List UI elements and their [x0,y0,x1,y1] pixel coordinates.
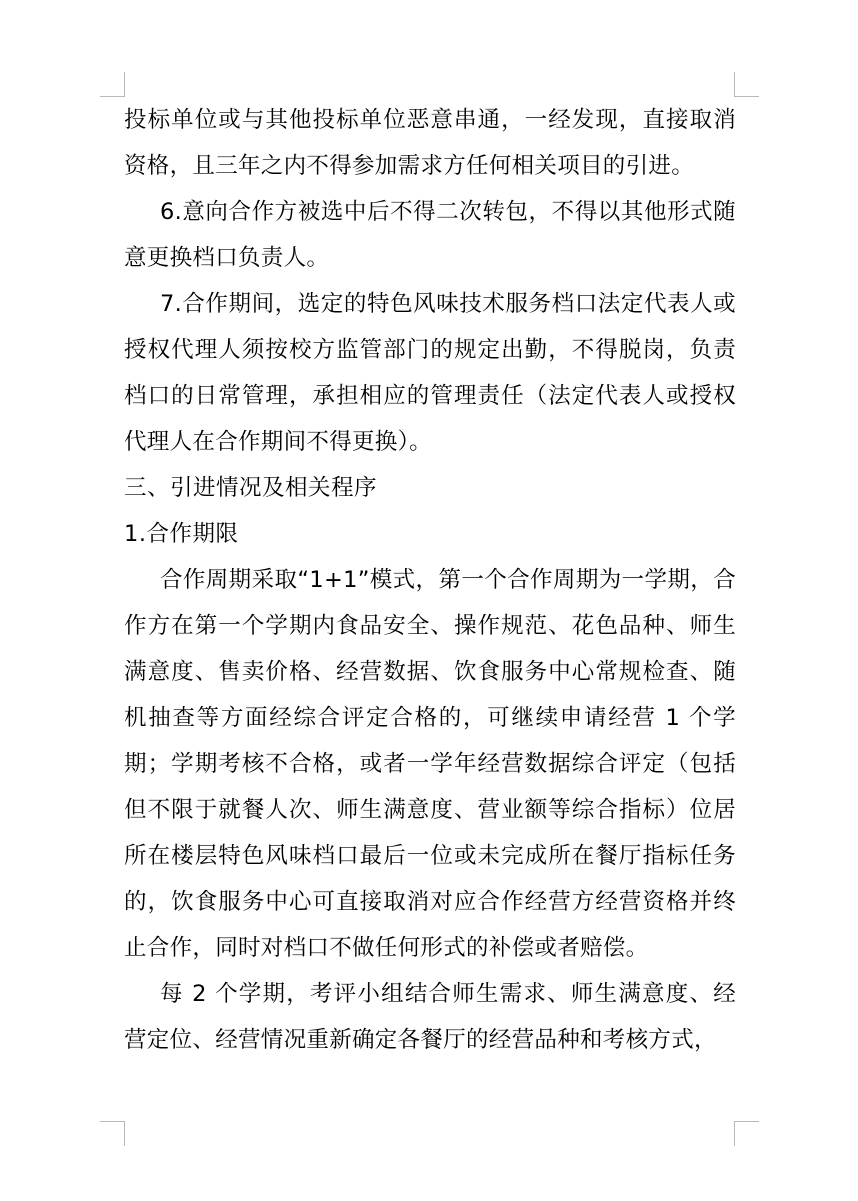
paragraph-item-6: 6.意向合作方被选中后不得二次转包，不得以其他形式随意更换档口负责人。 [124,199,736,271]
section-heading: 三、引进情况及相关程序 [124,475,378,501]
document-body [124,97,736,1063]
paragraph-item-7: 7.合作期间，选定的特色风味技术服务档口法定代表人或授权代理人须按校方监管部门的规定出勤，不得脱岗，负责档口的日常管理，承担相应的管理责任（法定代表人或授权代理人在合作期间不得更换）。 [124,291,736,455]
crop-mark-top-right [734,72,759,97]
crop-mark-top-left [100,72,125,97]
paragraph-continued: 投标单位或与其他投标单位恶意串通，一经发现，直接取消资格，且三年之内不得参加需求方任何相关项目的引进。 [124,107,736,179]
subsection-heading: 1.合作期限 [124,521,239,547]
crop-mark-bottom-left [100,1121,125,1146]
crop-mark-bottom-right [734,1121,759,1146]
paragraph-every-two-terms: 每 2 个学期，考评小组结合师生需求、师生满意度、经营定位、经营情况重新确定各餐厅的经营品种和考核方式， [124,981,736,1053]
paragraph-cooperation-period: 合作周期采取“1+1”模式，第一个合作周期为一学期，合作方在第一个学期内食品安全、操作规范、花色品种、师生满意度、售卖价格、经营数据、饮食服务中心常规检查、随机抽查等方面经综合评定合格的，可继续申请经营 1 个学期；学期考核不合格，或者一学年经营数据综合评定（包括但不限于就餐人次、师生满意度、营业额等综合指标）位居所在楼层特色风味档口最后一位或未完成所在餐厅指标任务的，饮食服务中心可直接取消对应合作经营方经营资格并终止合作，同时对档口不做任何形式的补偿或者赔偿。 [124,567,736,961]
